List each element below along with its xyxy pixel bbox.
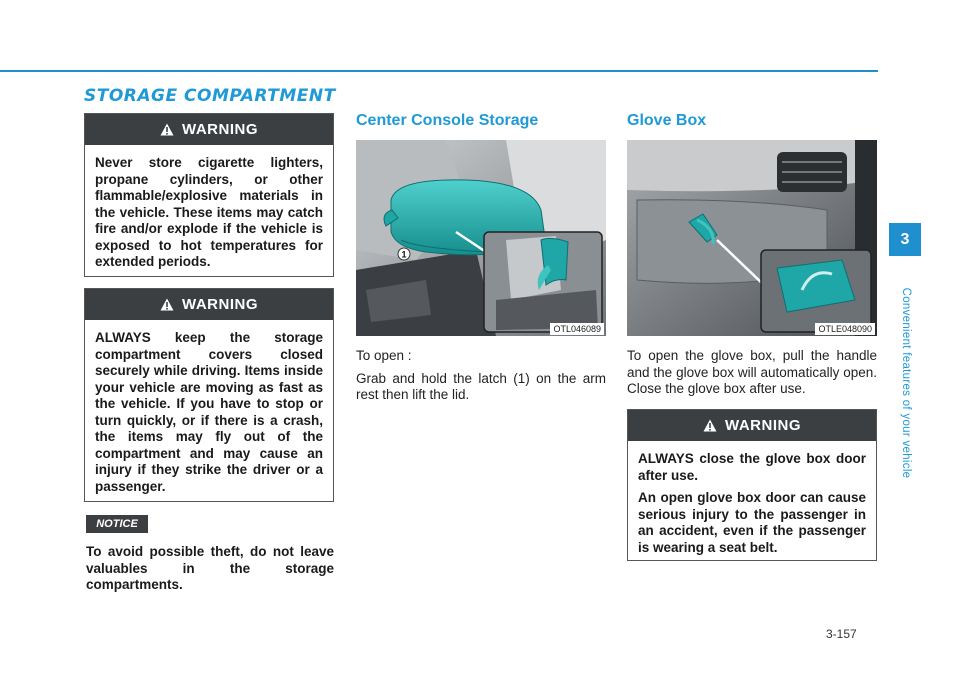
warning-text [628, 441, 876, 564]
notice-badge: NOTICE [86, 515, 148, 533]
warning-paragraph: ALWAYS close the glove box door after use. [638, 451, 866, 483]
warning-box-glove-box [627, 409, 877, 561]
center-console-step-intro: To open : [356, 348, 412, 363]
center-console-photo [356, 140, 606, 336]
warning-header [628, 410, 876, 441]
center-console-title: Center Console Storage [356, 112, 539, 129]
warning-header [85, 289, 333, 320]
warning-label: WARNING [182, 121, 258, 138]
image-code: OTLE048090 [815, 323, 875, 335]
warning-label: WARNING [725, 417, 801, 434]
warning-box-covers [84, 288, 334, 502]
chapter-label-text: Convenient features of your vehicle [900, 287, 912, 479]
warning-text: ALWAYS keep the storage compartment covers closed securely while driving. Items inside your vehicle are moving as fast as the vehicle. If you have to stop or turn quickly, or if there is a crash, the items may fly out of the compartment and may cause an injury if they strike the driver or a passenger. [95, 330, 323, 494]
center-console-text [356, 348, 606, 404]
warning-triangle-icon [703, 419, 717, 432]
warning-box-flammables [84, 113, 334, 277]
image-code: OTL046089 [550, 323, 604, 335]
warning-paragraph: An open glove box door can cause serious injury to the passenger in an accident, even if the passenger is wearing a seat belt. [638, 490, 866, 555]
warning-triangle-icon [160, 298, 174, 311]
warning-header [85, 114, 333, 145]
warning-triangle-icon [160, 123, 174, 136]
center-console-step: Grab and hold the latch (1) on the arm rest then lift the lid. [356, 370, 606, 402]
notice-text: To avoid possible theft, do not leave valuables in the storage compartments. [86, 544, 334, 592]
chapter-label [897, 268, 915, 498]
top-rule [0, 70, 878, 72]
glove-box-text: To open the glove box, pull the handle and the glove box will automatically open. Close the glove box after use. [627, 348, 877, 396]
glove-box-title: Glove Box [627, 112, 707, 129]
chapter-number-tab: 3 [889, 223, 921, 256]
glove-box-illustration [627, 140, 877, 336]
warning-label: WARNING [182, 296, 258, 313]
warning-text: Never store cigarette lighters, propane cylinders, or other flammable/explosive materials in the vehicle. These items may catch fire and/or explode if the vehicle is exposed to hot temperatures for extended periods. [95, 155, 323, 269]
latch-callout-number: 1 [401, 249, 407, 260]
glove-box-photo [627, 140, 877, 336]
section-title: STORAGE COMPARTMENT [84, 86, 336, 106]
center-console-illustration [356, 140, 606, 336]
page-number: 3-157 [826, 627, 857, 641]
